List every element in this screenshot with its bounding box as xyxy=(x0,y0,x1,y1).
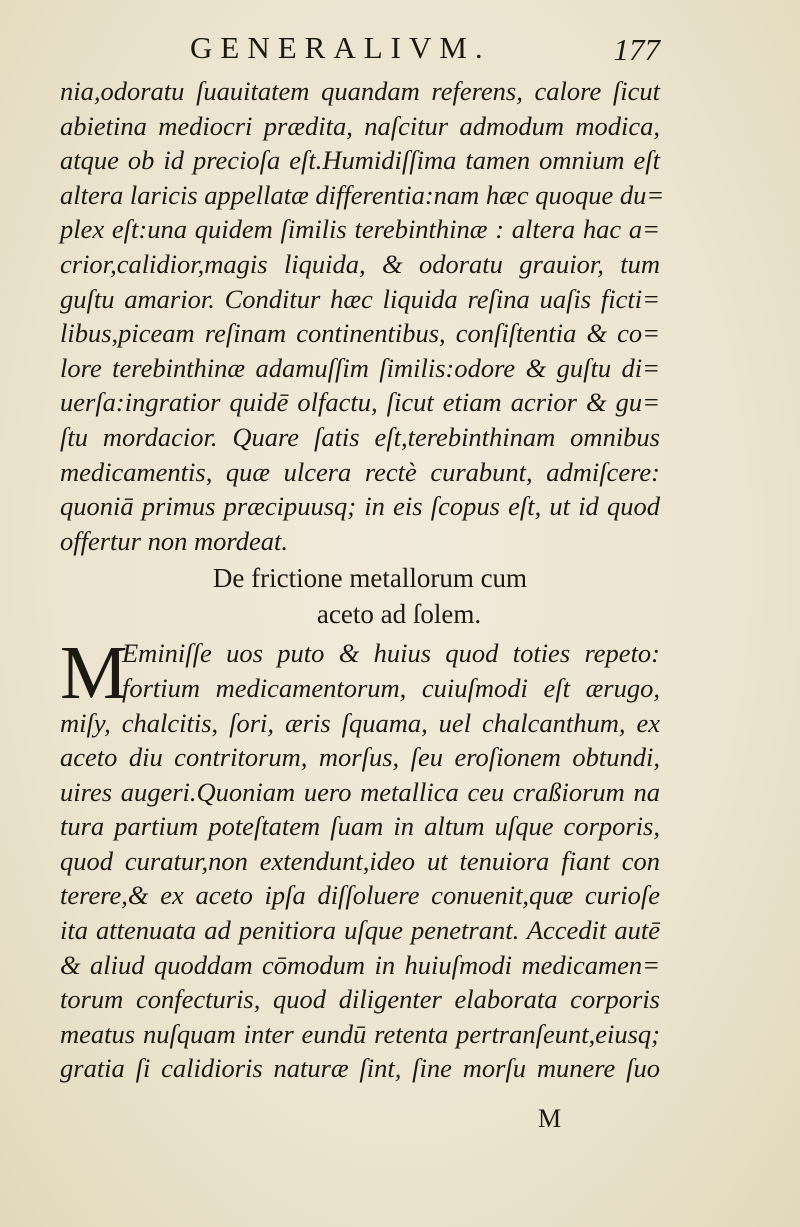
text-line: terere,& ex aceto ipſa diſſoluere conuenit,quæ curioſe xyxy=(60,880,660,911)
text-line: ita attenuata ad penitiora uſque penetrant. Accedit autē xyxy=(60,915,660,946)
text-line: tura partium poteſtatem ſuam in altum uſque corporis, xyxy=(60,811,660,842)
text-line: plex eſt:una quidem ſimilis terebinthinæ : altera hac a= xyxy=(60,214,660,245)
paragraph-1 xyxy=(60,74,665,558)
text-line: abietina mediocri prædita, naſcitur admodum modica, xyxy=(60,110,660,141)
text-line: uires augeri.Quoniam uero metallica ceu craßiorum na xyxy=(60,776,660,807)
catchword: M xyxy=(538,1104,562,1133)
page-number: 177 xyxy=(613,32,660,67)
text-line: nia,odoratu ſuauitatem quandam referens, calore ſicut xyxy=(60,76,660,106)
drop-cap-initial: M xyxy=(60,631,128,716)
paragraph-2 xyxy=(60,631,660,1086)
running-title: GENERALIVM. xyxy=(190,30,491,65)
text-line: lore terebinthinæ adamuſſim ſimilis:odore & guſtu di= xyxy=(60,352,660,383)
text-line: medicamentis, quæ ulcera rectè curabunt, admiſcere: xyxy=(60,456,660,487)
section-heading-line-1: De frictione metallorum cum xyxy=(212,563,528,594)
text-line: miſy, chalcitis, ſori, æris ſquama, uel chalcanthum, ex xyxy=(60,707,660,738)
text-line: altera laricis appellatæ differentia:nam hæc quoque du= xyxy=(60,179,665,210)
text-line: fortium medicamentorum, cuiuſmodi eſt ærugo, xyxy=(122,672,660,703)
text-line: guſtu amarior. Conditur hæc liquida reſina uaſis ficti= xyxy=(60,283,660,314)
text-line: ſtu mordacior. Quare ſatis eſt,terebinthinam omnibus xyxy=(60,421,660,452)
text-line: torum confecturis, quod diligenter elaborata corporis xyxy=(60,984,660,1015)
text-block xyxy=(60,74,665,1086)
text-line: & aliud quoddam cōmodum in huiuſmodi medicamen= xyxy=(60,949,660,980)
section-heading-line-2: aceto ad ſolem. xyxy=(316,599,482,630)
text-line: aceto diu contritorum, morſus, ſeu eroſionem obtundi, xyxy=(60,742,660,773)
text-line: uerſa:ingratior quidē olfactu, ſicut etiam acrior & gu= xyxy=(60,387,660,418)
text-line: crior,calidior,magis liquida, & odoratu grauior, tum xyxy=(60,248,660,279)
text-line: offertur non mordeat. xyxy=(60,525,288,556)
text-line: meatus nuſquam inter eundū retenta pertranſeunt,eiusq; xyxy=(60,1018,660,1049)
text-line: Eminiſſe uos puto & huius quod toties repeto: xyxy=(122,638,660,669)
text-line: gratia ſi calidioris naturæ ſint, ſine morſu munere ſuo xyxy=(60,1053,660,1084)
text-line: quod curatur,non extendunt,ideo ut tenuiora fiant con xyxy=(60,845,660,876)
text-line: libus,piceam reſinam continentibus, conſiſtentia & co= xyxy=(60,318,660,349)
text-line: atque ob id precioſa eſt.Humidiſſima tamen omnium eſt xyxy=(60,145,660,176)
page-header xyxy=(180,30,660,74)
text-line: quoniā primus præcipuusq; in eis ſcopus eſt, ut id quod xyxy=(60,491,660,522)
